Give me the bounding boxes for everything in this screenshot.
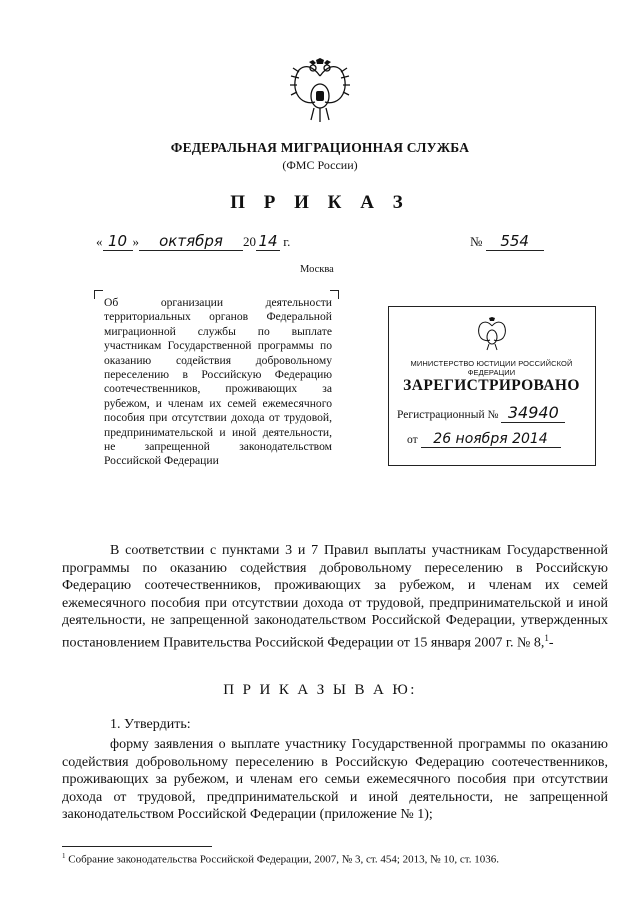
date-month: октября [139, 232, 243, 251]
date-close-quote: » [132, 234, 139, 249]
date-year-prefix: 20 [243, 234, 256, 249]
preamble-end: - [548, 635, 554, 651]
date-open-quote: « [96, 234, 103, 249]
date-year-mark: г. [283, 234, 291, 249]
registration-stamp [388, 306, 596, 466]
date-day: 10 [103, 232, 133, 251]
item-1-heading: 1. Утвердить: [110, 717, 191, 732]
agency-short-name: (ФМС России) [282, 158, 358, 172]
stamp-emblem-icon [475, 317, 509, 351]
stamp-registration-date [407, 431, 561, 448]
preamble-text: В соответствии с пунктами 3 и 7 Правил выплаты участникам Государственной программы по оказанию содействия добровольному переселению в Российскую Федерацию соотечественников, проживающих за рубежом, и членам их семей ежемесячного пособия при отсутствии дохода от трудовой, предпринимательской и иной деятельности, не запрещенной законодательством Российской Федерации, утвержденных постановлением Правительства Российской Федерации от 15 января 2007 г. № 8, [62, 543, 608, 651]
preamble-paragraph [62, 542, 608, 652]
footnote [62, 852, 499, 866]
preamble-footnote-mark: 1 [544, 632, 549, 643]
number-value: 554 [486, 232, 544, 251]
footnote-text: Собрание законодательства Российской Федерации, 2007, № 3, ст. 454; 2013, № 10, ст. 1036. [65, 853, 499, 866]
order-number [470, 232, 560, 254]
stamp-registration-number [397, 403, 565, 423]
stamp-registered: ЗАРЕГИСТРИРОВАНО [403, 377, 580, 394]
document-type-title: П Р И К А З [230, 192, 410, 213]
stamp-reg-number: 34940 [501, 403, 565, 423]
stamp-from-label: от [407, 434, 418, 446]
city: Москва [300, 264, 334, 275]
number-label: № [470, 234, 483, 249]
document-subject: Об организации деятельности территориальных органов Федеральной миграционной службы по выплате участникам Государственной программы по оказанию содействия добровольному переселению в Российскую Федерацию соотечественников, проживающих за рубежом, и членам их семей ежемесячного пособия при отсутствии дохода от трудовой, предпринимательской и иной деятельности, не запрещенной законодательством Российской Федерации [104, 296, 332, 468]
order-date [96, 232, 336, 254]
decree-heading: П Р И К А З Ы В А Ю: [223, 682, 417, 698]
stamp-ministry: МИНИСТЕРСТВО ЮСТИЦИИ РОССИЙСКОЙ ФЕДЕРАЦИИ [410, 359, 573, 377]
stamp-reg-date: 26 ноября 2014 [421, 431, 561, 448]
footnote-divider [62, 846, 212, 847]
stamp-reg-label: Регистрационный № [397, 409, 499, 421]
item-1-text: форму заявления о выплате участнику Государственной программы по оказанию содействия добровольному переселению в Российскую Федерацию соотечественников, проживающих за рубежом, и членам его семьи ежемесячного пособия при отсутствии дохода от трудовой, предпринимательской и иной деятельности, не запрещенной законодательством Российской Федерации (приложение № 1); [62, 737, 608, 823]
subject-corner-left [94, 290, 103, 299]
agency-name: ФЕДЕРАЛЬНАЯ МИГРАЦИОННАЯ СЛУЖБА [170, 140, 470, 155]
date-year-suffix: 14 [256, 232, 280, 251]
eagle-emblem-icon [289, 58, 351, 124]
footnote-mark: 1 [62, 852, 66, 860]
